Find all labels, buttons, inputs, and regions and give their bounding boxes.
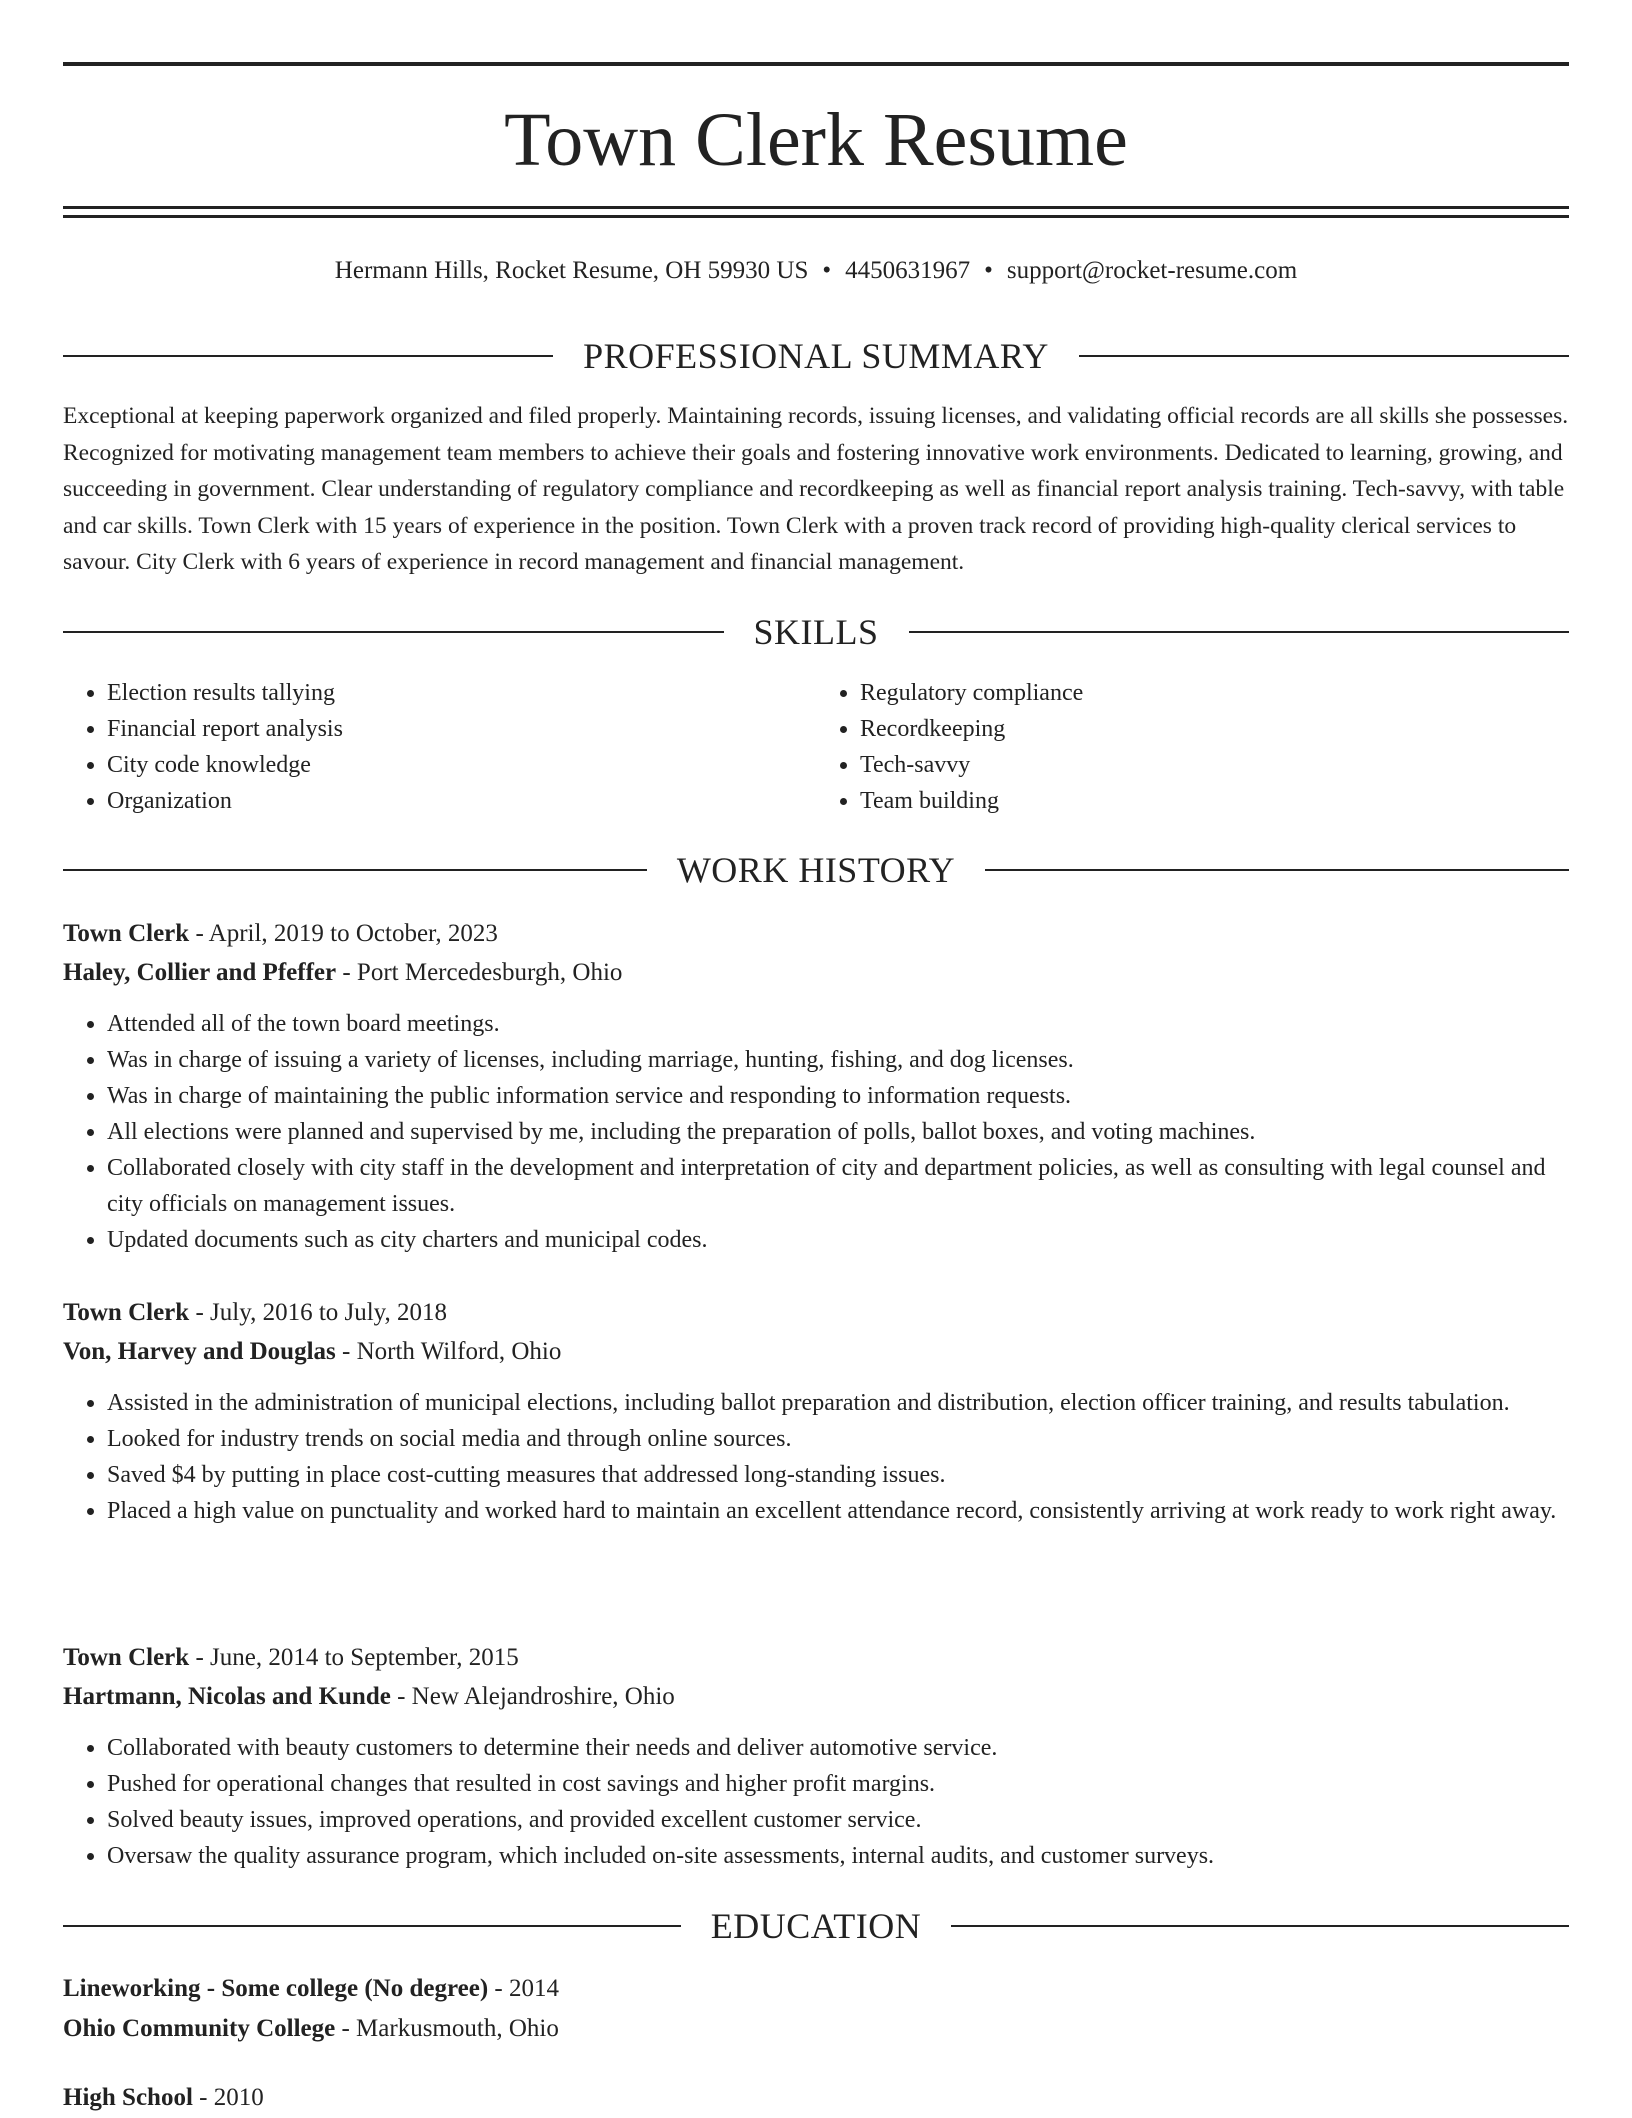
job-company: Haley, Collier and Pfeffer — [63, 959, 337, 986]
job-bullet: • Oversaw the quality assurance program, which included on-site assessments, internal audits, and customer surveys. — [107, 1838, 1569, 1874]
job-title-line — [63, 1293, 1569, 1332]
skill-item: • Team building — [860, 783, 1569, 819]
contact-phone: 4450631967 — [845, 257, 971, 284]
job-bullet: • Assisted in the administration of municipal elections, including ballot preparation and distribution, election officer training, and results tabulation. — [107, 1385, 1569, 1421]
skill-item: • Election results tallying — [107, 675, 816, 711]
job-dates: - July, 2016 to July, 2018 — [189, 1299, 448, 1326]
job-bullet: • Solved beauty issues, improved operations, and provided excellent customer service. — [107, 1802, 1569, 1838]
job-dates: - June, 2014 to September, 2015 — [189, 1644, 519, 1671]
skill-item: • Recordkeeping — [860, 711, 1569, 747]
job-company-line — [63, 1677, 1569, 1716]
education-degree: Lineworking - Some college (No degree) — [63, 1975, 489, 2002]
education-degree: High School — [63, 2084, 193, 2111]
job-bullet: • Looked for industry trends on social media and through online sources. — [107, 1421, 1569, 1457]
summary-text: Exceptional at keeping paperwork organized and filed properly. Maintaining records, issuing licenses, and validating official records are all skills she possesses. Recognized for motivating management team members to achieve their goals and fostering innovative work environments. Dedicated to learning, growing, and succeeding in government. Clear understanding of regulatory compliance and recordkeeping as well as financial report analysis training. Tech-savvy, with table and car skills. Town Clerk with 15 years of experience in the position. Town Clerk with a proven track record of providing high-quality clerical services to savour. City Clerk with 6 years of experience in record management and financial management. — [63, 403, 1569, 575]
contact-email: support@rocket-resume.com — [1006, 257, 1298, 284]
top-rule — [63, 62, 1569, 66]
section-rule-left — [63, 631, 724, 633]
job-location: - Port Mercedesburgh, Ohio — [336, 959, 623, 986]
section-header-summary — [63, 334, 1569, 378]
contact-separator: • — [822, 257, 832, 284]
job-title: Town Clerk — [63, 1644, 190, 1671]
job-bullet: • Was in charge of maintaining the public information service and responding to information requests. — [107, 1078, 1569, 1114]
contact-line — [63, 254, 1569, 288]
section-rule-left — [63, 869, 647, 871]
job-title-line — [63, 914, 1569, 953]
education-year: - 2014 — [488, 1975, 559, 2002]
job-bullet: • Collaborated with beauty customers to determine their needs and deliver automotive service. — [107, 1730, 1569, 1766]
job-entry — [63, 1638, 1569, 1874]
skill-item: • Tech-savvy — [860, 747, 1569, 783]
job-title: Town Clerk — [63, 1299, 190, 1326]
contact-address: Hermann Hills, Rocket Resume, OH 59930 US — [334, 257, 809, 284]
job-title: Town Clerk — [63, 920, 190, 947]
job-bullet: • Placed a high value on punctuality and worked hard to maintain an excellent attendance record, consistently arriving at work ready to work right away. — [107, 1493, 1569, 1529]
skills-column-left — [63, 675, 816, 819]
section-header-education — [63, 1904, 1569, 1948]
job-company: Von, Harvey and Douglas — [63, 1338, 336, 1365]
job-company-line — [63, 953, 1569, 992]
section-header-work — [63, 848, 1569, 892]
job-bullets — [63, 1006, 1569, 1258]
contact-separator: • — [984, 257, 993, 284]
section-title-summary: PROFESSIONAL SUMMARY — [583, 336, 1049, 376]
job-bullets — [63, 1385, 1569, 1529]
job-company: Hartmann, Nicolas and Kunde — [63, 1683, 391, 1710]
education-school: Ohio Community College — [63, 2015, 336, 2042]
job-bullet: • Attended all of the town board meetings. — [107, 1006, 1569, 1042]
title-rule-upper — [63, 206, 1569, 209]
job-dates: - April, 2019 to October, 2023 — [189, 920, 498, 947]
job-bullet: • Was in charge of issuing a variety of licenses, including marriage, hunting, fishing, and dog licenses. — [107, 1042, 1569, 1078]
job-location: - North Wilford, Ohio — [335, 1338, 562, 1365]
job-location: - New Alejandroshire, Ohio — [390, 1683, 675, 1710]
job-company-line — [63, 1332, 1569, 1371]
education-location: - Markusmouth, Ohio — [335, 2015, 559, 2042]
section-rule-right — [985, 869, 1569, 871]
section-rule-right — [951, 1925, 1569, 1927]
job-bullet: • Updated documents such as city charters and municipal codes. — [107, 1222, 1569, 1258]
job-bullets — [63, 1730, 1569, 1874]
skill-item: • Regulatory compliance — [860, 675, 1569, 711]
job-bullet: • Saved $4 by putting in place cost-cutting measures that addressed long-standing issues. — [107, 1457, 1569, 1493]
education-degree-line — [63, 2078, 1569, 2118]
section-title-skills: SKILLS — [753, 612, 879, 652]
job-entry — [63, 914, 1569, 1258]
section-rule-right — [1079, 355, 1569, 357]
page-title: Town Clerk Resume — [504, 98, 1128, 182]
section-header-skills — [63, 610, 1569, 654]
skills-column-right — [816, 675, 1569, 819]
job-entry — [63, 1293, 1569, 1529]
skill-item: • Organization — [107, 783, 816, 819]
section-rule-left — [63, 1925, 681, 1927]
section-rule-right — [909, 631, 1570, 633]
education-degree-line — [63, 1969, 1569, 2009]
section-title-work: WORK HISTORY — [676, 850, 956, 890]
education-year: - 2010 — [192, 2084, 264, 2111]
education-school-line — [63, 2009, 1569, 2049]
job-bullet: • Collaborated closely with city staff in the development and interpretation of city and department policies, as well as consulting with legal counsel and city officials on management issues. — [107, 1150, 1569, 1222]
skill-item: • Financial report analysis — [107, 711, 816, 747]
job-title-line — [63, 1638, 1569, 1677]
skills-list — [63, 675, 1569, 819]
job-bullet: • Pushed for operational changes that resulted in cost savings and higher profit margins. — [107, 1766, 1569, 1802]
section-title-education: EDUCATION — [710, 1906, 922, 1946]
skill-item: • City code knowledge — [107, 747, 816, 783]
section-rule-left — [63, 355, 553, 357]
education-entry — [63, 2078, 1569, 2118]
education-entry — [63, 1969, 1569, 2049]
title-rule-lower — [63, 215, 1569, 218]
job-bullet: • All elections were planned and supervised by me, including the preparation of polls, ballot boxes, and voting machines. — [107, 1114, 1569, 1150]
